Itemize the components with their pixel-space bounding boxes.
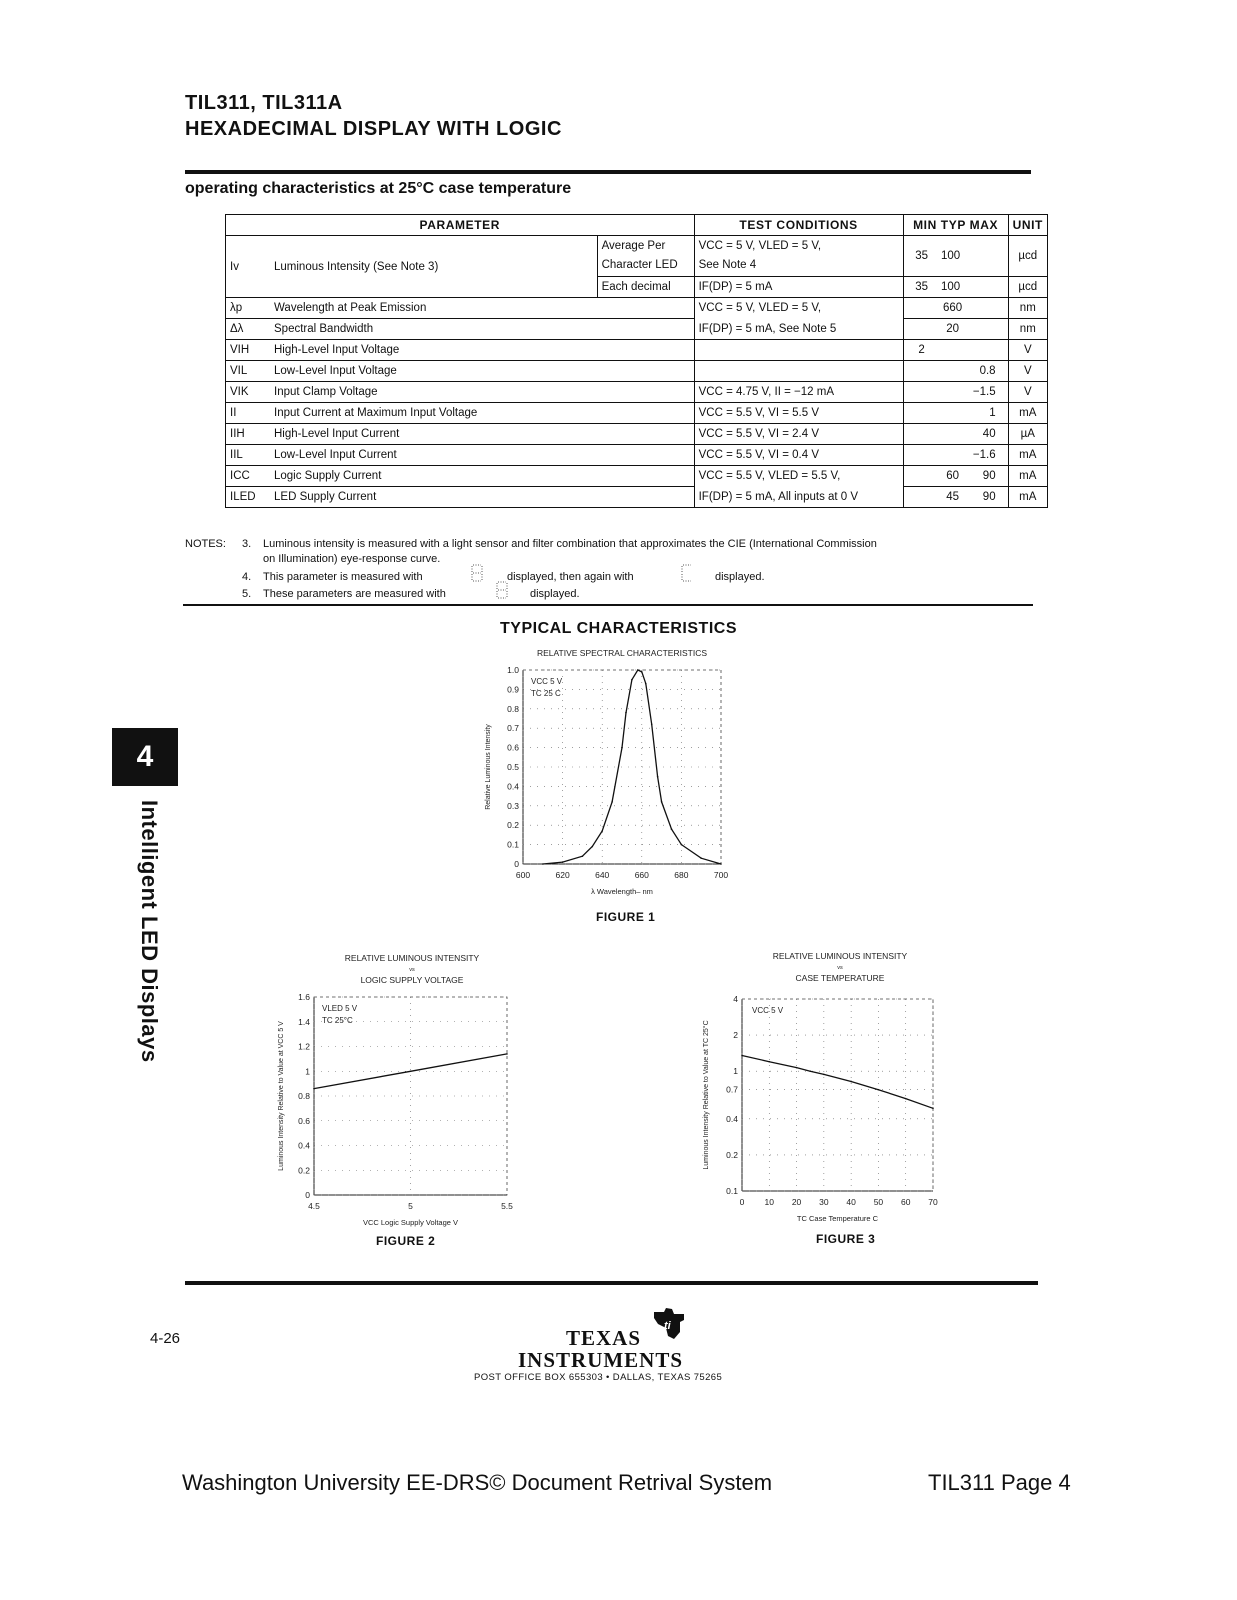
- digit-decimal-icon: [680, 563, 694, 583]
- data-point: [720, 863, 722, 865]
- chart-annotation: VCC 5 V: [531, 677, 563, 686]
- doc-title-line2: HEXADECIMAL DISPLAY WITH LOGIC: [185, 118, 562, 140]
- table-cell-unit: V: [1008, 361, 1047, 382]
- note3-number: 3.: [242, 538, 252, 550]
- chart-title-line3: LOGIC SUPPLY VOLTAGE: [360, 975, 464, 985]
- table-cell-values: [903, 487, 1008, 508]
- table-cell-condition: IF(DP) = 5 mA, All inputs at 0 V: [694, 487, 903, 508]
- note4-number: 4.: [242, 571, 252, 583]
- x-tick-label: 40: [846, 1197, 856, 1207]
- table-cell-values: [903, 466, 1008, 487]
- y-tick-label: 1.2: [298, 1041, 310, 1052]
- figure1-chart: [480, 645, 750, 905]
- digit-8-icon: [495, 580, 509, 600]
- data-point: [582, 855, 584, 857]
- notes-label: NOTES:: [185, 538, 226, 550]
- table-cell-values: [903, 445, 1008, 466]
- table-value-max: 1: [989, 407, 996, 419]
- x-tick-label: 620: [555, 870, 570, 880]
- data-point: [905, 1098, 907, 1100]
- table-cell-parameter: Low-Level Input Current: [270, 445, 694, 466]
- figure3-chart: [700, 950, 960, 1228]
- table-row: [226, 382, 1048, 403]
- series-line: [543, 670, 721, 864]
- note4-text-2: displayed, then again with: [507, 571, 634, 583]
- data-point: [621, 747, 623, 749]
- x-tick-label: 50: [873, 1197, 884, 1207]
- chart-annotation: TC 25°C: [322, 1016, 353, 1025]
- table-value-typ: 60: [946, 470, 959, 482]
- ti-logo-icon: [650, 1306, 688, 1342]
- x-tick-label: 70: [928, 1197, 938, 1207]
- x-tick-label: 640: [595, 870, 610, 880]
- table-row: [226, 319, 1048, 340]
- y-axis-label: Luminous Intensity Relative to Value at VCC 5 V: [278, 1021, 285, 1171]
- note4-text: This parameter is measured with: [263, 571, 423, 583]
- x-axis-label: TC Case Temperature C: [796, 1214, 879, 1223]
- y-tick-label: 1: [305, 1066, 310, 1077]
- table-row: [226, 445, 1048, 466]
- note5-text-2: displayed.: [530, 588, 580, 600]
- table-row: [226, 298, 1048, 319]
- data-point: [768, 1061, 770, 1063]
- plot-frame: [742, 999, 933, 1191]
- table-row: [226, 403, 1048, 424]
- note5-number: 5.: [242, 588, 252, 600]
- y-tick-label: 0.8: [298, 1091, 310, 1101]
- table-cell-unit: µA: [1008, 424, 1047, 445]
- table-cell-parameter: High-Level Input Voltage: [270, 340, 694, 361]
- table-cell-parameter: Low-Level Input Voltage: [270, 361, 694, 382]
- table-row: [226, 340, 1048, 361]
- footer-system: Washington University EE-DRS© Document Retrival System: [182, 1470, 773, 1495]
- figure2-chart: [272, 950, 532, 1228]
- table-cell-parameter: Logic Supply Current: [270, 466, 694, 487]
- table-cell-condition: [694, 361, 903, 382]
- table-value-max: 40: [982, 428, 996, 440]
- chart-title-line3: CASE TEMPERATURE: [795, 973, 885, 983]
- data-point: [637, 669, 639, 671]
- table-value-max: 90: [982, 470, 996, 482]
- iv-cond1: VCC = 5 V, VLED = 5 V, See Note 4: [694, 236, 903, 277]
- y-tick-label: 0.2: [298, 1165, 310, 1176]
- doc-title-line1: TIL311, TIL311A: [185, 92, 343, 114]
- data-point: [651, 724, 653, 726]
- table-cell-symbol: II: [226, 403, 271, 424]
- x-tick-label: 10: [764, 1197, 775, 1207]
- table-cell-condition: VCC = 4.75 V, II = −12 mA: [694, 382, 903, 403]
- chart-title-line2: vs: [837, 965, 843, 971]
- section-title: operating characteristics at 25°C case temperature: [185, 180, 572, 197]
- table-row: [226, 424, 1048, 445]
- y-tick-label: 0.2: [507, 820, 519, 831]
- iv-values2: 35 100: [903, 277, 1008, 298]
- y-tick-label: 0.2: [726, 1149, 738, 1160]
- table-cell-parameter: Wavelength at Peak Emission: [270, 298, 694, 319]
- table-cell-parameter: Input Current at Maximum Input Voltage: [270, 403, 694, 424]
- table-cell-values: [903, 361, 1008, 382]
- data-point: [681, 844, 683, 846]
- data-point: [592, 846, 594, 848]
- footer-doc-page: TIL311 Page 4: [928, 1470, 1071, 1495]
- x-tick-label: 4.5: [308, 1201, 320, 1211]
- table-value-typ: 660: [943, 302, 963, 314]
- spec-table: [225, 214, 1048, 508]
- iv-unit2: µcd: [1008, 277, 1047, 298]
- table-value-max: 90: [982, 491, 996, 503]
- table-cell-values: [903, 403, 1008, 424]
- y-tick-label: 0.4: [726, 1113, 738, 1124]
- chart-title-line2: vs: [409, 967, 415, 973]
- y-tick-label: 0.3: [507, 800, 519, 811]
- data-point: [601, 830, 603, 832]
- table-cell-condition: VCC = 5.5 V, VLED = 5.5 V,: [694, 466, 903, 487]
- y-tick-label: 0.7: [726, 1084, 738, 1095]
- table-value-max: −1.6: [972, 449, 996, 461]
- y-tick-label: 1.6: [298, 992, 310, 1002]
- y-tick-label: 1: [733, 1066, 738, 1077]
- table-cell-condition: VCC = 5 V, VLED = 5 V,: [694, 298, 903, 319]
- table-cell-symbol: VIK: [226, 382, 271, 403]
- y-tick-label: 0.6: [298, 1115, 310, 1126]
- data-point: [796, 1067, 798, 1069]
- x-tick-label: 30: [819, 1197, 829, 1207]
- data-point: [506, 1053, 508, 1055]
- table-cell-symbol: Δλ: [226, 319, 271, 340]
- section-tab-number: 4: [112, 728, 178, 786]
- table-cell-values: [903, 298, 1008, 319]
- data-point: [631, 679, 633, 681]
- y-tick-label: 0.8: [507, 703, 519, 714]
- iv-unit1: µcd: [1008, 236, 1047, 277]
- x-tick-label: 660: [634, 870, 649, 880]
- table-cell-unit: V: [1008, 382, 1047, 403]
- table-cell-symbol: IIH: [226, 424, 271, 445]
- table-cell-condition: VCC = 5.5 V, VI = 0.4 V: [694, 445, 903, 466]
- data-point: [645, 683, 647, 685]
- data-point: [878, 1089, 880, 1091]
- data-point: [313, 1088, 315, 1090]
- x-tick-label: 5: [408, 1201, 413, 1211]
- col-parameter: PARAMETER: [226, 215, 695, 236]
- table-cell-condition: IF(DP) = 5 mA, See Note 5: [694, 319, 903, 340]
- chart-annotation: VLED 5 V: [322, 1004, 358, 1013]
- x-tick-label: 700: [713, 870, 729, 880]
- data-point: [562, 861, 564, 863]
- table-cell-unit: mA: [1008, 466, 1047, 487]
- table-cell-symbol: VIH: [226, 340, 271, 361]
- notes-rule: [183, 604, 1033, 606]
- x-tick-label: 5.5: [501, 1201, 513, 1211]
- y-tick-label: 0.9: [507, 684, 519, 695]
- table-cell-values: [903, 319, 1008, 340]
- data-point: [657, 776, 659, 778]
- data-point: [661, 801, 663, 803]
- header-rule: [185, 170, 1031, 174]
- iv-cond2: IF(DP) = 5 mA: [694, 277, 903, 298]
- table-cell-unit: nm: [1008, 319, 1047, 340]
- table-cell-values: [903, 340, 1008, 361]
- table-cell-parameter: High-Level Input Current: [270, 424, 694, 445]
- ti-brand-line1: TEXAS: [566, 1326, 642, 1350]
- data-point: [932, 1107, 934, 1109]
- col-test-conditions: TEST CONDITIONS: [694, 215, 903, 236]
- data-point: [809, 1070, 811, 1072]
- iv-sub2: Each decimal: [597, 277, 694, 298]
- figure3-caption: FIGURE 3: [816, 1232, 876, 1246]
- table-row: [226, 236, 1048, 277]
- digit-8-dot-icon: [470, 563, 484, 583]
- chart-annotation: TC 25 C: [531, 689, 561, 698]
- chart-title-line1: RELATIVE LUMINOUS INTENSITY: [772, 951, 908, 961]
- table-value-min: 2: [918, 344, 925, 356]
- y-tick-label: 0.1: [507, 839, 519, 850]
- iv-values1: 35 100: [903, 236, 1008, 277]
- ti-address: POST OFFICE BOX 655303 • DALLAS, TEXAS 75265: [474, 1372, 723, 1383]
- y-tick-label: 0.7: [507, 723, 519, 734]
- table-cell-parameter: LED Supply Current: [270, 487, 694, 508]
- y-tick-label: 0.5: [507, 762, 519, 772]
- y-tick-label: 0.4: [507, 781, 519, 792]
- table-cell-symbol: ILED: [226, 487, 271, 508]
- table-cell-unit: mA: [1008, 445, 1047, 466]
- figure2-caption: FIGURE 2: [376, 1234, 436, 1248]
- x-tick-label: 0: [739, 1197, 745, 1207]
- table-cell-unit: mA: [1008, 403, 1047, 424]
- chart-annotation: VCC 5 V: [752, 1006, 784, 1015]
- table-value-max: −1.5: [972, 386, 996, 398]
- table-cell-condition: VCC = 5.5 V, VI = 2.4 V: [694, 424, 903, 445]
- data-point: [741, 1055, 743, 1057]
- data-point: [641, 671, 643, 673]
- x-axis-label: VCC Logic Supply Voltage V: [362, 1218, 459, 1227]
- x-tick-label: 20: [791, 1197, 802, 1207]
- data-point: [700, 857, 702, 859]
- data-point: [410, 1070, 412, 1072]
- chart-title-line1: RELATIVE LUMINOUS INTENSITY: [344, 953, 480, 963]
- chart-title: RELATIVE SPECTRAL CHARACTERISTICS: [536, 648, 708, 658]
- y-tick-label: 1.0: [507, 665, 519, 675]
- x-tick-label: 60: [900, 1197, 911, 1207]
- table-cell-unit: mA: [1008, 487, 1047, 508]
- table-cell-parameter: Input Clamp Voltage: [270, 382, 694, 403]
- iv-sub1: Average Per Character LED: [597, 236, 694, 277]
- col-min-typ-max: MIN TYP MAX: [903, 215, 1008, 236]
- section-tab-label: Intelligent LED Displays: [137, 800, 162, 1063]
- iv-label: Luminous Intensity (See Note 3): [270, 236, 597, 298]
- table-cell-symbol: λp: [226, 298, 271, 319]
- table-value-typ: 45: [946, 491, 959, 503]
- y-tick-label: 0: [514, 859, 519, 869]
- table-cell-unit: nm: [1008, 298, 1047, 319]
- col-unit: UNIT: [1008, 215, 1047, 236]
- typical-characteristics-title: TYPICAL CHARACTERISTICS: [500, 620, 737, 637]
- y-axis-label: Luminous Intensity Relative to Value at TC 25°C: [703, 1020, 710, 1170]
- x-tick-label: 680: [674, 870, 689, 880]
- table-cell-values: [903, 424, 1008, 445]
- data-point: [823, 1074, 825, 1076]
- data-point: [542, 863, 544, 865]
- data-point: [671, 828, 673, 830]
- x-tick-label: 600: [515, 870, 531, 880]
- y-tick-label: 0.1: [726, 1186, 738, 1196]
- y-axis-label: Relative Luminous Intensity: [485, 724, 492, 810]
- y-tick-label: 2: [733, 1030, 738, 1041]
- table-cell-parameter: Spectral Bandwidth: [270, 319, 694, 340]
- footer-rule: [185, 1281, 1038, 1285]
- iv-symbol: Iv: [226, 236, 271, 298]
- y-tick-label: 1.4: [298, 1016, 310, 1027]
- y-tick-label: 4: [733, 994, 738, 1004]
- table-row: [226, 487, 1048, 508]
- table-row: [226, 361, 1048, 382]
- table-cell-values: [903, 382, 1008, 403]
- table-cell-symbol: ICC: [226, 466, 271, 487]
- y-tick-label: 0: [305, 1190, 310, 1200]
- page-number: 4-26: [150, 1330, 181, 1347]
- table-header-row: [226, 215, 1048, 236]
- table-value-typ: 20: [946, 323, 959, 335]
- note4-text-3: displayed.: [715, 571, 765, 583]
- table-row: [226, 466, 1048, 487]
- y-tick-label: 0.4: [298, 1140, 310, 1151]
- table-cell-symbol: VIL: [226, 361, 271, 382]
- table-cell-symbol: IIL: [226, 445, 271, 466]
- figure1-caption: FIGURE 1: [596, 910, 656, 924]
- table-cell-unit: V: [1008, 340, 1047, 361]
- series-line: [742, 1056, 933, 1109]
- note3-text: Luminous intensity is measured with a light sensor and filter combination that approximates the CIE (International Commission: [263, 538, 877, 550]
- x-axis-label: λ Wavelength– nm: [591, 887, 653, 896]
- note3-text-2: on Illumination) eye-response curve.: [263, 553, 441, 565]
- data-point: [611, 801, 613, 803]
- data-point: [850, 1081, 852, 1083]
- table-value-max: 0.8: [979, 365, 996, 377]
- note5-text: These parameters are measured with: [263, 588, 446, 600]
- ti-brand-line2: INSTRUMENTS: [518, 1348, 684, 1372]
- svg-text:ti: ti: [664, 1320, 671, 1332]
- data-point: [625, 712, 627, 714]
- table-cell-condition: VCC = 5.5 V, VI = 5.5 V: [694, 403, 903, 424]
- table-cell-condition: [694, 340, 903, 361]
- y-tick-label: 0.6: [507, 742, 519, 753]
